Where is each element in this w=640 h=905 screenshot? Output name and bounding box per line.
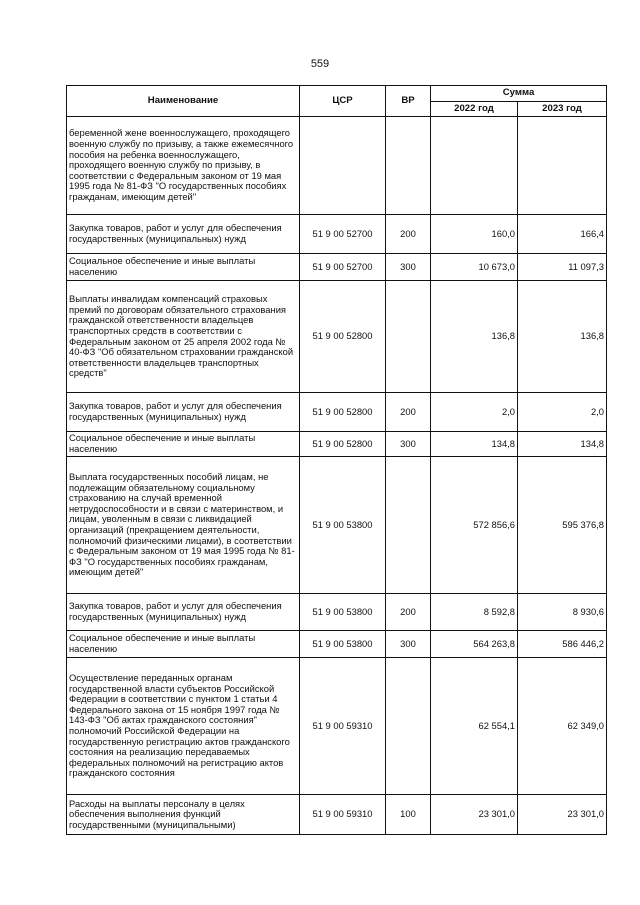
row-sum-2023: 62 349,0 (518, 658, 607, 795)
row-sum-2022 (431, 117, 518, 215)
table-row (67, 254, 607, 281)
row-csr: 51 9 00 52800 (300, 393, 386, 432)
table-row (67, 631, 607, 658)
row-vr: 100 (386, 795, 431, 835)
budget-table (66, 85, 607, 835)
row-sum-2023: 595 376,8 (518, 457, 607, 594)
row-vr: 200 (386, 393, 431, 432)
table-row (67, 594, 607, 631)
table-row (67, 117, 607, 215)
table-header (67, 86, 607, 117)
row-csr: 51 9 00 52700 (300, 215, 386, 254)
row-vr: 200 (386, 215, 431, 254)
row-csr: 51 9 00 52700 (300, 254, 386, 281)
row-sum-2022: 2,0 (431, 393, 518, 432)
row-name: Выплаты инвалидам компенсаций страховых премий по договорам обязательного страхования гражданской ответственности владельцев транспортных средств в соответствии с Федеральным законом от 25 апреля 2002 года № 40-ФЗ "Об обязательном страховании гражданской ответственности владельцев транспортных средств" (67, 281, 300, 393)
table-row (67, 432, 607, 457)
row-name: Закупка товаров, работ и услуг для обеспечения государственных (муниципальных) нужд (67, 215, 300, 254)
row-sum-2023: 134,8 (518, 432, 607, 457)
row-name: Социальное обеспечение и иные выплаты населению (67, 631, 300, 658)
header-name: Наименование (67, 86, 300, 117)
row-sum-2023: 23 301,0 (518, 795, 607, 835)
row-csr (300, 117, 386, 215)
table-row (67, 215, 607, 254)
row-sum-2022: 136,8 (431, 281, 518, 393)
row-name: Социальное обеспечение и иные выплаты населению (67, 254, 300, 281)
header-csr: ЦСР (300, 86, 386, 117)
row-vr: 300 (386, 432, 431, 457)
row-sum-2023: 11 097,3 (518, 254, 607, 281)
row-sum-2022: 10 673,0 (431, 254, 518, 281)
row-vr (386, 457, 431, 594)
table-row (67, 658, 607, 795)
row-name: Закупка товаров, работ и услуг для обеспечения государственных (муниципальных) нужд (67, 594, 300, 631)
row-sum-2022: 8 592,8 (431, 594, 518, 631)
table-row (67, 393, 607, 432)
row-sum-2023: 136,8 (518, 281, 607, 393)
header-year-2023: 2023 год (518, 102, 607, 117)
row-vr (386, 281, 431, 393)
row-name: Социальное обеспечение и иные выплаты населению (67, 432, 300, 457)
row-csr: 51 9 00 52800 (300, 432, 386, 457)
row-sum-2022: 564 263,8 (431, 631, 518, 658)
row-sum-2023: 166,4 (518, 215, 607, 254)
table-row (67, 281, 607, 393)
row-sum-2023 (518, 117, 607, 215)
page-number: 559 (310, 58, 330, 70)
row-csr: 51 9 00 59310 (300, 795, 386, 835)
table-row (67, 457, 607, 594)
row-vr (386, 117, 431, 215)
row-sum-2022: 572 856,6 (431, 457, 518, 594)
header-year-2022: 2022 год (431, 102, 518, 117)
row-csr: 51 9 00 53800 (300, 594, 386, 631)
row-sum-2023: 8 930,6 (518, 594, 607, 631)
row-sum-2022: 134,8 (431, 432, 518, 457)
row-csr: 51 9 00 59310 (300, 658, 386, 795)
header-sum: Сумма (431, 86, 607, 102)
row-name: Расходы на выплаты персоналу в целях обеспечения выполнения функций государственными (муниципальными) (67, 795, 300, 835)
row-sum-2023: 2,0 (518, 393, 607, 432)
row-csr: 51 9 00 52800 (300, 281, 386, 393)
table-row (67, 795, 607, 835)
row-vr: 200 (386, 594, 431, 631)
header-vr: ВР (386, 86, 431, 117)
row-sum-2023: 586 446,2 (518, 631, 607, 658)
row-name: Выплата государственных пособий лицам, не подлежащим обязательному социальному страхованию на случай временной нетрудоспособности и в связи с материнством, и лицам, уволенным в связи с ликвидацией организаций (прекращением деятельности, полномочий физическими лицами), в соответствии с Федеральным законом от 19 мая 1995 года № 81-ФЗ "О государственных пособиях гражданам, имеющим детей" (67, 457, 300, 594)
row-sum-2022: 23 301,0 (431, 795, 518, 835)
row-vr: 300 (386, 631, 431, 658)
row-csr: 51 9 00 53800 (300, 631, 386, 658)
row-csr: 51 9 00 53800 (300, 457, 386, 594)
row-name: Закупка товаров, работ и услуг для обеспечения государственных (муниципальных) нужд (67, 393, 300, 432)
row-vr: 300 (386, 254, 431, 281)
row-name: Осуществление переданных органам государственной власти субъектов Российской Федерации в соответствии с пунктом 1 статьи 4 Федерального закона от 15 ноября 1997 года № 143-ФЗ "Об актах гражданского состояния" полномочий Российской Федерации на государственную регистрацию актов гражданского состояния на реализацию передаваемых федеральных полномочий на регистрацию актов гражданского состояния (67, 658, 300, 795)
row-vr (386, 658, 431, 795)
row-sum-2022: 160,0 (431, 215, 518, 254)
row-sum-2022: 62 554,1 (431, 658, 518, 795)
row-name: беременной жене военнослужащего, проходящего военную службу по призыву, а также ежемесячного пособия на ребенка военнослужащего, проходящего военную службу по призыву, в соответствии с Федеральным законом от 19 мая 1995 года № 81-ФЗ "О государственных пособиях гражданам, имеющим детей" (67, 117, 300, 215)
